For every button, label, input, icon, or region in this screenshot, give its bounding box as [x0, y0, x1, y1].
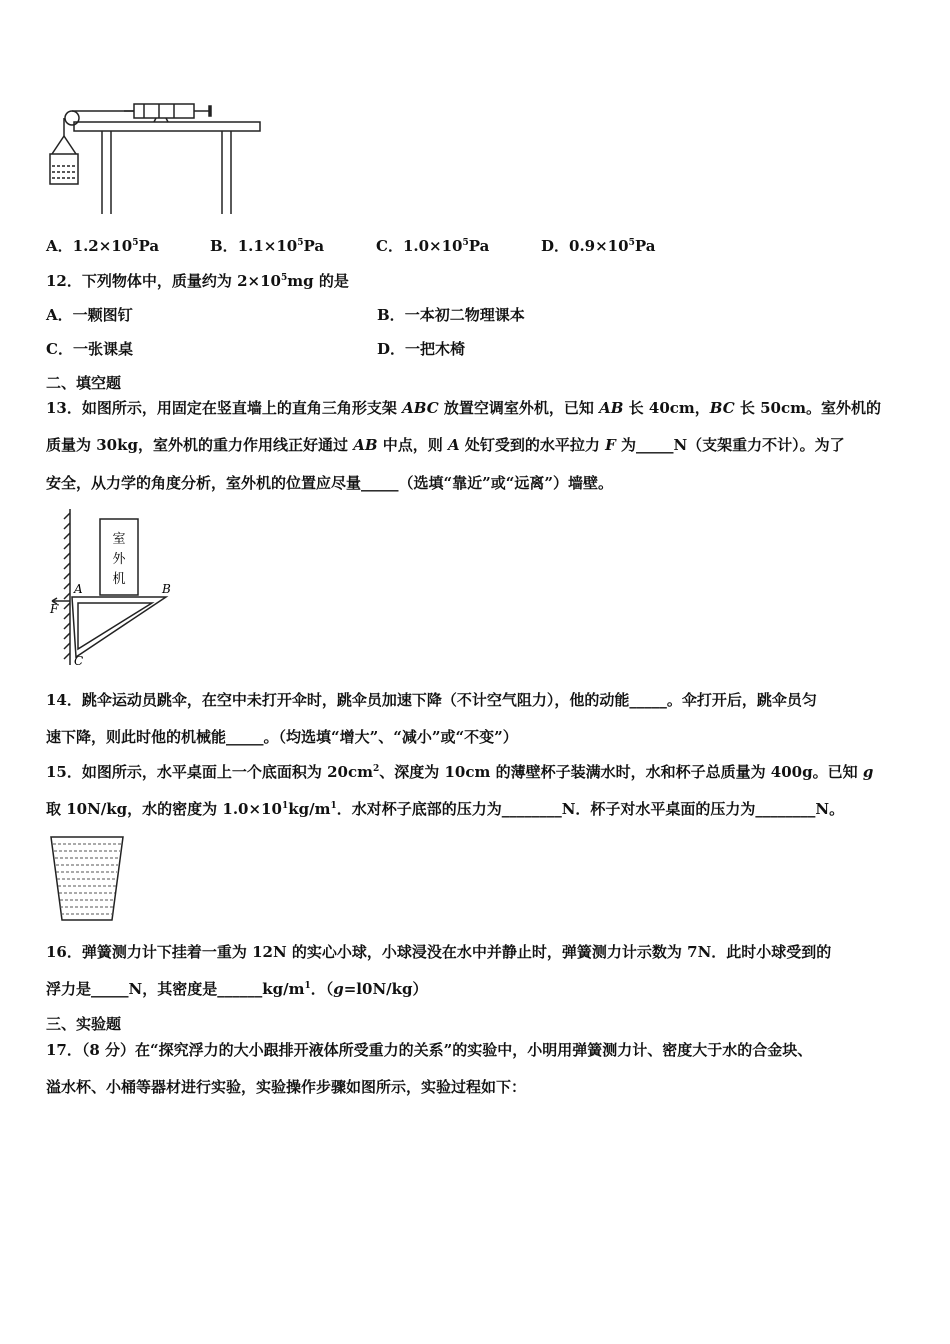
q12-stem: 12．下列物体中，质量约为 $2\times 10^5mg$ 的是: [46, 272, 349, 290]
q12-option-b[interactable]: B．一本初二物理课本: [377, 306, 525, 324]
section-heading-experiment: 三、实验题: [46, 1015, 122, 1033]
syringe-table-figure: [44, 96, 266, 218]
q13-line-1: 13．如图所示，用固定在竖直墙上的直角三角形支架 ABC 放置空调室外机，已知 AB 长 40cm，BC 长 50cm。室外机的: [46, 399, 881, 417]
q11-option-a[interactable]: A．$1.2\times 10^5Pa$: [46, 237, 160, 255]
q17-line-2: 溢水杯、小桶等器材进行实验，实验操作步骤如图所示，实验过程如下：: [46, 1078, 527, 1096]
q13-line-3: 安全，从力学的角度分析，室外机的位置应尽量_____（选填“靠近”或“远离”）墙壁。: [46, 474, 614, 492]
section-heading-fill-in: 二、填空题: [46, 374, 122, 392]
q15-line-2: 取 10N/kg，水的密度为 $1.0\times 10^1kg/m^1$．水对杯子底部的压力为________N．杯子对水平桌面的压力为________N。: [46, 800, 845, 818]
label-a: A: [74, 582, 83, 596]
q14-line-2: 速下降，则此时他的机械能_____。（均选填“增大”、“减小”或“不变”）: [46, 728, 518, 746]
q12-option-a[interactable]: A．一颗图钉: [46, 306, 133, 324]
q11-option-d[interactable]: D．$0.9\times 10^5Pa$: [541, 237, 656, 255]
q11-option-b[interactable]: B．$1.1\times 10^5Pa$: [210, 237, 325, 255]
ac-unit-label-1: 室: [112, 532, 126, 547]
water-cup-figure: [48, 834, 126, 924]
label-c: C: [74, 654, 84, 668]
label-f: F: [50, 602, 59, 616]
q16-line-1: 16．弹簧测力计下挂着一重为 12N 的实心小球，小球浸没在水中并静止时，弹簧测力计示数为 7N．此时小球受到的: [46, 943, 832, 961]
ac-bracket-figure: [44, 507, 194, 669]
q12-option-d[interactable]: D．一把木椅: [377, 340, 466, 358]
ac-unit-label-3: 机: [112, 572, 126, 587]
q11-option-c[interactable]: C．$1.0\times 10^5Pa$: [376, 237, 490, 255]
q16-line-2: 浮力是_____N，其密度是$\_\_\_\_\_\_kg/m^1$．（g=l0N/kg）: [46, 980, 428, 998]
q15-line-1: 15．如图所示，水平桌面上一个底面积为 $20cm^2$、深度为 10cm 的薄壁杯子装满水时，水和杯子总质量为 400g。已知 g: [46, 763, 874, 781]
q13-line-2: 质量为 30kg，室外机的重力作用线正好通过 AB 中点，则 A 处钉受到的水平拉力 F 为_____N（支架重力不计）。为了: [46, 436, 845, 454]
q14-line-1: 14．跳伞运动员跳伞，在空中未打开伞时，跳伞员加速下降（不计空气阻力），他的动能_____。伞打开后，跳伞员匀: [46, 691, 817, 709]
label-b: B: [162, 582, 171, 596]
q12-option-c[interactable]: C．一张课桌: [46, 340, 133, 358]
ac-unit-label-2: 外: [112, 552, 126, 567]
q17-line-1: 17．（8 分）在“探究浮力的大小跟排开液体所受重力的关系”的实验中，小明用弹簧测力计、密度大于水的合金块、: [46, 1041, 813, 1059]
